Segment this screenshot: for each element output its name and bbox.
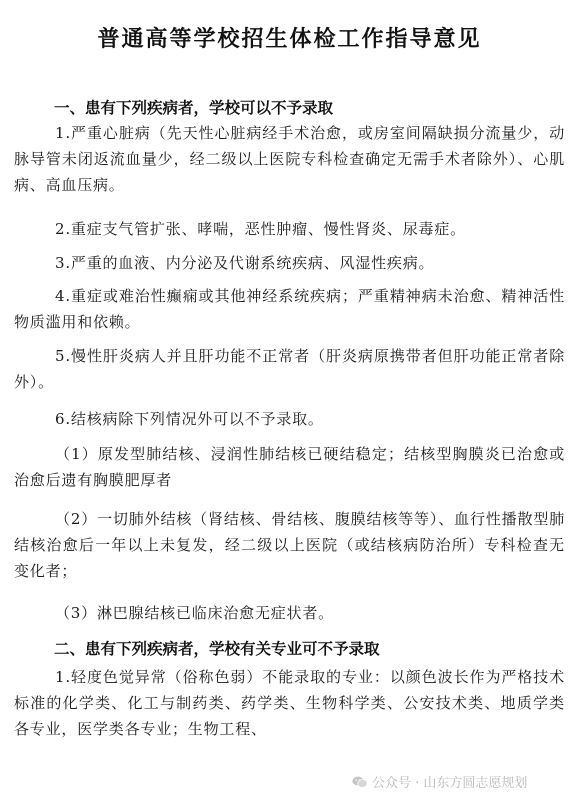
section-1-heading: 一、患有下列疾病者，学校可以不予录取	[54, 99, 334, 117]
paragraph: 1.严重心脏病（先天性心脏病经手术治愈，或房室间隔缺损分流量少，动脉导管未闭返流血量少，经二级以上医院专科检查确定无需手术者除外）、心肌病、高血压病。	[14, 124, 565, 194]
paragraph: 3.严重的血液、内分泌及代谢系统疾病、风湿性疾病。	[55, 254, 435, 272]
paragraph: 6.结核病除下列情况外可以不予录取。	[55, 410, 324, 428]
paragraph: 1.轻度色觉异常（俗称色弱）不能录取的专业：以颜色波长作为严格技术标准的化学类、化工与制药类、药学类、生物科学类、公安技术类、地质学类各专业，医学类各专业；生物工程、	[14, 668, 565, 738]
paragraph: （2）一切肺外结核（肾结核、骨结核、腹膜结核等等）、血行性播散型肺结核治愈后一年以上未复发，经二级以上医院（或结核病防治所）专科检查无变化者；	[14, 510, 565, 580]
watermark-text: 公众号 · 山东方圆志愿规划	[372, 776, 528, 791]
document-title: 普通高等学校招生体检工作指导意见	[97, 27, 482, 52]
paragraph: （3）淋巴腺结核已临床治愈无症状者。	[55, 604, 334, 622]
watermark	[352, 772, 527, 793]
section-2-heading: 二、患有下列疾病者，学校有关专业可不予录取	[54, 640, 380, 658]
paragraph: （1）原发型肺结核、浸润性肺结核已硬结稳定；结核型胸膜炎已治愈或治愈后遗有胸膜肥厚者	[14, 445, 565, 489]
wechat-icon	[352, 775, 368, 793]
paragraph: 4.重症或难治性癫痫或其他神经系统疾病；严重精神病未治愈、精神活性物质滥用和依赖。	[14, 287, 565, 331]
paragraph: 2.重症支气管扩张、哮喘，恶性肿瘤、慢性肾炎、尿毒症。	[55, 220, 466, 238]
paragraph: 5.慢性肝炎病人并且肝功能不正常者（肝炎病原携带者但肝功能正常者除外）。	[14, 347, 565, 391]
